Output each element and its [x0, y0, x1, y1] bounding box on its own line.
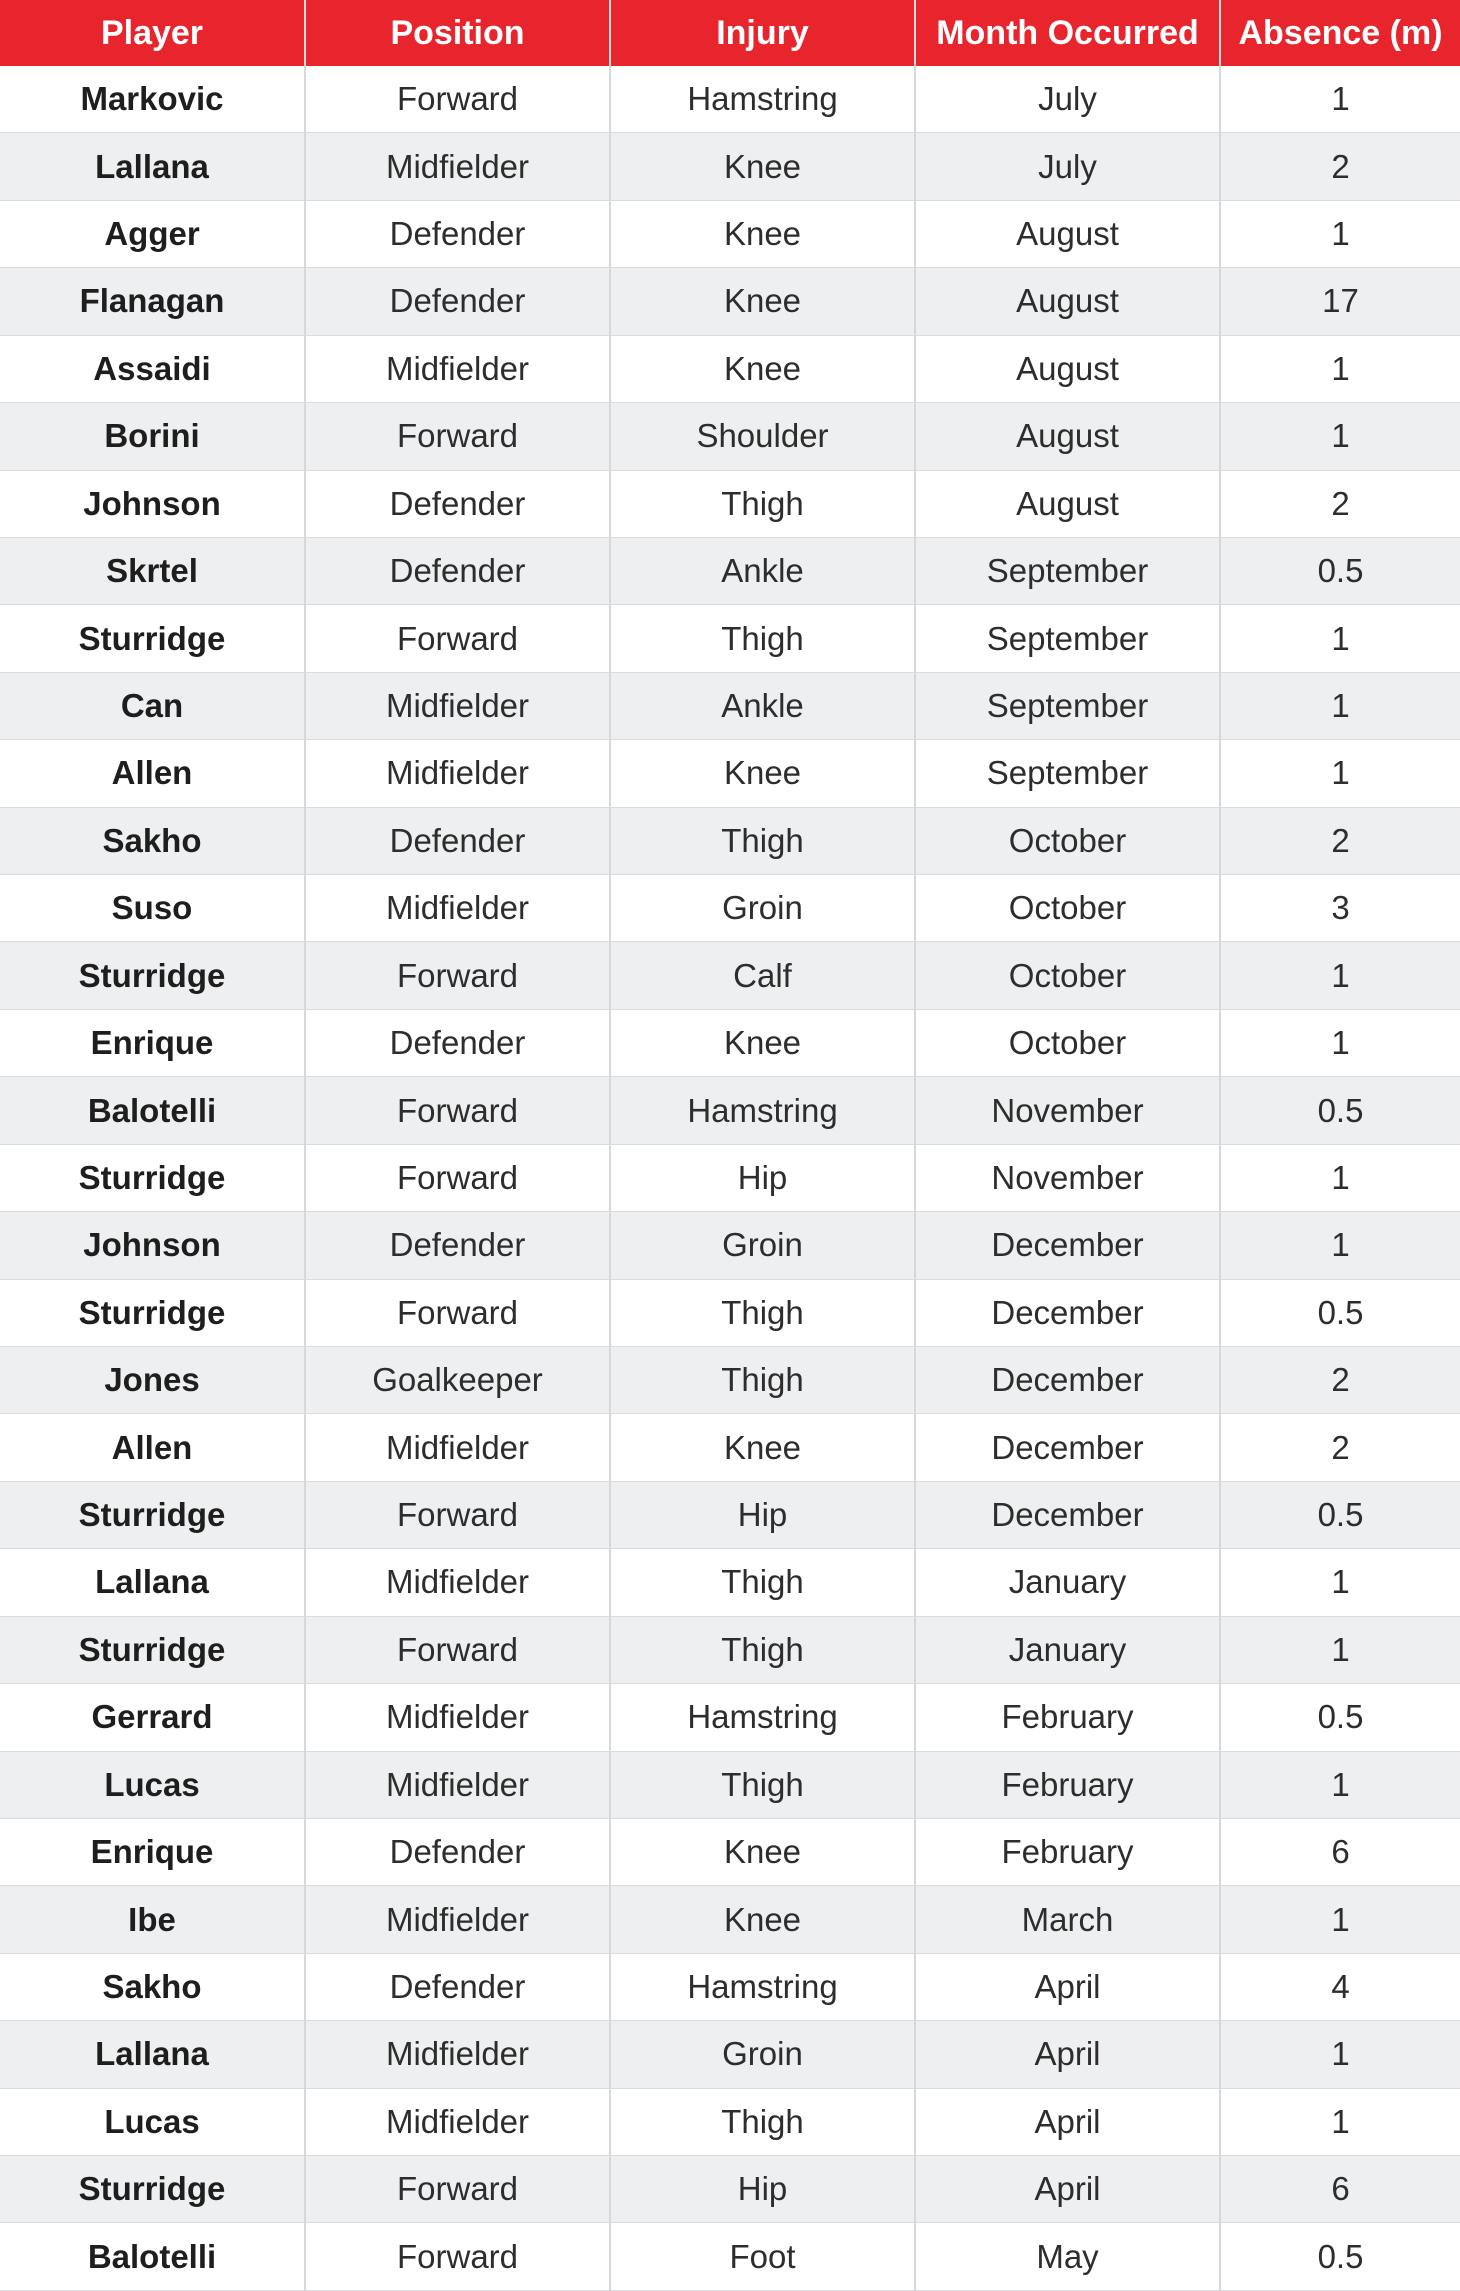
- player-cell: Ibe: [0, 1886, 305, 1953]
- injury-cell: Hamstring: [610, 1953, 915, 2020]
- position-cell: Midfielder: [305, 133, 610, 200]
- player-cell: Johnson: [0, 470, 305, 537]
- absence-cell: 1: [1220, 2088, 1460, 2155]
- month-cell: January: [915, 1549, 1220, 1616]
- table-row: [0, 1414, 1460, 1481]
- column-header-position: Position: [305, 0, 610, 66]
- position-cell: Forward: [305, 1144, 610, 1211]
- table-row: [0, 133, 1460, 200]
- column-header-absence: Absence (m): [1220, 0, 1460, 66]
- absence-cell: 0.5: [1220, 537, 1460, 604]
- month-cell: August: [915, 470, 1220, 537]
- table-row: [0, 2021, 1460, 2088]
- month-cell: October: [915, 875, 1220, 942]
- absence-cell: 1: [1220, 942, 1460, 1009]
- position-cell: Forward: [305, 66, 610, 133]
- player-cell: Can: [0, 672, 305, 739]
- injury-cell: Hamstring: [610, 1684, 915, 1751]
- player-cell: Markovic: [0, 66, 305, 133]
- player-cell: Enrique: [0, 1009, 305, 1076]
- position-cell: Midfielder: [305, 1886, 610, 1953]
- player-cell: Suso: [0, 875, 305, 942]
- position-cell: Forward: [305, 1481, 610, 1548]
- player-cell: Sturridge: [0, 942, 305, 1009]
- injury-cell: Thigh: [610, 1347, 915, 1414]
- absence-cell: 1: [1220, 1616, 1460, 1683]
- injury-cell: Knee: [610, 268, 915, 335]
- injury-cell: Knee: [610, 1009, 915, 1076]
- position-cell: Defender: [305, 470, 610, 537]
- player-cell: Assaidi: [0, 335, 305, 402]
- absence-cell: 2: [1220, 133, 1460, 200]
- month-cell: February: [915, 1684, 1220, 1751]
- table-row: [0, 1818, 1460, 1885]
- table-row: [0, 1616, 1460, 1683]
- month-cell: December: [915, 1481, 1220, 1548]
- injury-cell: Calf: [610, 942, 915, 1009]
- position-cell: Forward: [305, 2223, 610, 2291]
- table-row: [0, 1009, 1460, 1076]
- injury-cell: Groin: [610, 875, 915, 942]
- month-cell: April: [915, 2021, 1220, 2088]
- month-cell: September: [915, 672, 1220, 739]
- absence-cell: 2: [1220, 470, 1460, 537]
- player-cell: Sakho: [0, 1953, 305, 2020]
- player-cell: Sturridge: [0, 1481, 305, 1548]
- month-cell: February: [915, 1818, 1220, 1885]
- table-row: [0, 200, 1460, 267]
- player-cell: Balotelli: [0, 2223, 305, 2291]
- injury-cell: Knee: [610, 740, 915, 807]
- month-cell: August: [915, 335, 1220, 402]
- injury-cell: Thigh: [610, 1549, 915, 1616]
- month-cell: December: [915, 1414, 1220, 1481]
- table-row: [0, 2088, 1460, 2155]
- position-cell: Forward: [305, 1279, 610, 1346]
- column-header-player: Player: [0, 0, 305, 66]
- column-header-injury: Injury: [610, 0, 915, 66]
- month-cell: August: [915, 200, 1220, 267]
- player-cell: Sturridge: [0, 2156, 305, 2223]
- absence-cell: 6: [1220, 2156, 1460, 2223]
- player-cell: Lucas: [0, 1751, 305, 1818]
- month-cell: April: [915, 2088, 1220, 2155]
- month-cell: December: [915, 1347, 1220, 1414]
- position-cell: Midfielder: [305, 672, 610, 739]
- table-row: [0, 1481, 1460, 1548]
- player-cell: Sturridge: [0, 1616, 305, 1683]
- position-cell: Forward: [305, 403, 610, 470]
- player-cell: Lallana: [0, 1549, 305, 1616]
- month-cell: March: [915, 1886, 1220, 1953]
- absence-cell: 0.5: [1220, 2223, 1460, 2291]
- injury-cell: Foot: [610, 2223, 915, 2291]
- position-cell: Forward: [305, 1616, 610, 1683]
- player-cell: Lucas: [0, 2088, 305, 2155]
- absence-cell: 17: [1220, 268, 1460, 335]
- month-cell: January: [915, 1616, 1220, 1683]
- month-cell: May: [915, 2223, 1220, 2291]
- absence-cell: 1: [1220, 1212, 1460, 1279]
- absence-cell: 1: [1220, 335, 1460, 402]
- table-row: [0, 1212, 1460, 1279]
- player-cell: Gerrard: [0, 1684, 305, 1751]
- table-body: [0, 66, 1460, 2291]
- month-cell: February: [915, 1751, 1220, 1818]
- player-cell: Skrtel: [0, 537, 305, 604]
- injury-cell: Ankle: [610, 672, 915, 739]
- injury-cell: Knee: [610, 133, 915, 200]
- injury-cell: Hip: [610, 1481, 915, 1548]
- player-cell: Balotelli: [0, 1077, 305, 1144]
- absence-cell: 1: [1220, 2021, 1460, 2088]
- position-cell: Midfielder: [305, 1549, 610, 1616]
- injury-cell: Thigh: [610, 470, 915, 537]
- column-header-month: Month Occurred: [915, 0, 1220, 66]
- player-cell: Borini: [0, 403, 305, 470]
- table-row: [0, 470, 1460, 537]
- month-cell: November: [915, 1077, 1220, 1144]
- absence-cell: 1: [1220, 740, 1460, 807]
- month-cell: April: [915, 2156, 1220, 2223]
- month-cell: November: [915, 1144, 1220, 1211]
- month-cell: December: [915, 1212, 1220, 1279]
- table-row: [0, 875, 1460, 942]
- table-row: [0, 605, 1460, 672]
- table-row: [0, 537, 1460, 604]
- position-cell: Forward: [305, 942, 610, 1009]
- absence-cell: 1: [1220, 605, 1460, 672]
- table-row: [0, 1751, 1460, 1818]
- player-cell: Allen: [0, 740, 305, 807]
- position-cell: Forward: [305, 605, 610, 672]
- injury-cell: Knee: [610, 1886, 915, 1953]
- table-row: [0, 268, 1460, 335]
- position-cell: Defender: [305, 1818, 610, 1885]
- injury-cell: Thigh: [610, 807, 915, 874]
- month-cell: October: [915, 1009, 1220, 1076]
- player-cell: Johnson: [0, 1212, 305, 1279]
- month-cell: July: [915, 66, 1220, 133]
- table-row: [0, 2156, 1460, 2223]
- player-cell: Agger: [0, 200, 305, 267]
- injury-cell: Hamstring: [610, 1077, 915, 1144]
- injury-cell: Shoulder: [610, 403, 915, 470]
- table-row: [0, 740, 1460, 807]
- table-row: [0, 1077, 1460, 1144]
- absence-cell: 6: [1220, 1818, 1460, 1885]
- player-cell: Allen: [0, 1414, 305, 1481]
- position-cell: Defender: [305, 807, 610, 874]
- position-cell: Defender: [305, 200, 610, 267]
- month-cell: September: [915, 537, 1220, 604]
- absence-cell: 0.5: [1220, 1279, 1460, 1346]
- position-cell: Defender: [305, 1009, 610, 1076]
- month-cell: September: [915, 605, 1220, 672]
- absence-cell: 2: [1220, 1414, 1460, 1481]
- month-cell: April: [915, 1953, 1220, 2020]
- table-row: [0, 66, 1460, 133]
- injury-cell: Groin: [610, 1212, 915, 1279]
- table-row: [0, 335, 1460, 402]
- month-cell: October: [915, 807, 1220, 874]
- position-cell: Midfielder: [305, 740, 610, 807]
- player-cell: Lallana: [0, 2021, 305, 2088]
- injury-cell: Ankle: [610, 537, 915, 604]
- position-cell: Defender: [305, 537, 610, 604]
- absence-cell: 0.5: [1220, 1077, 1460, 1144]
- absence-cell: 2: [1220, 807, 1460, 874]
- position-cell: Defender: [305, 1212, 610, 1279]
- injury-cell: Knee: [610, 335, 915, 402]
- player-cell: Enrique: [0, 1818, 305, 1885]
- player-cell: Sturridge: [0, 1279, 305, 1346]
- absence-cell: 0.5: [1220, 1684, 1460, 1751]
- absence-cell: 0.5: [1220, 1481, 1460, 1548]
- injury-cell: Hip: [610, 1144, 915, 1211]
- absence-cell: 2: [1220, 1347, 1460, 1414]
- position-cell: Midfielder: [305, 335, 610, 402]
- position-cell: Midfielder: [305, 1751, 610, 1818]
- player-cell: Sturridge: [0, 605, 305, 672]
- absence-cell: 4: [1220, 1953, 1460, 2020]
- month-cell: October: [915, 942, 1220, 1009]
- player-cell: Lallana: [0, 133, 305, 200]
- table-row: [0, 403, 1460, 470]
- player-cell: Sturridge: [0, 1144, 305, 1211]
- injury-cell: Thigh: [610, 605, 915, 672]
- table-row: [0, 942, 1460, 1009]
- injury-cell: Thigh: [610, 1616, 915, 1683]
- injury-cell: Thigh: [610, 1751, 915, 1818]
- header-row: [0, 0, 1460, 66]
- position-cell: Goalkeeper: [305, 1347, 610, 1414]
- injury-cell: Hip: [610, 2156, 915, 2223]
- absence-cell: 1: [1220, 200, 1460, 267]
- injury-cell: Knee: [610, 1818, 915, 1885]
- absence-cell: 1: [1220, 1549, 1460, 1616]
- month-cell: September: [915, 740, 1220, 807]
- injury-cell: Knee: [610, 200, 915, 267]
- month-cell: August: [915, 268, 1220, 335]
- table-row: [0, 1886, 1460, 1953]
- position-cell: Midfielder: [305, 1414, 610, 1481]
- position-cell: Defender: [305, 1953, 610, 2020]
- injury-cell: Thigh: [610, 1279, 915, 1346]
- table-row: [0, 1953, 1460, 2020]
- month-cell: August: [915, 403, 1220, 470]
- position-cell: Midfielder: [305, 2088, 610, 2155]
- absence-cell: 1: [1220, 1886, 1460, 1953]
- player-cell: Flanagan: [0, 268, 305, 335]
- position-cell: Midfielder: [305, 875, 610, 942]
- table-row: [0, 672, 1460, 739]
- position-cell: Defender: [305, 268, 610, 335]
- injury-cell: Hamstring: [610, 66, 915, 133]
- absence-cell: 1: [1220, 403, 1460, 470]
- injury-cell: Groin: [610, 2021, 915, 2088]
- player-cell: Sakho: [0, 807, 305, 874]
- position-cell: Forward: [305, 1077, 610, 1144]
- absence-cell: 1: [1220, 672, 1460, 739]
- absence-cell: 3: [1220, 875, 1460, 942]
- table-row: [0, 2223, 1460, 2291]
- injury-cell: Knee: [610, 1414, 915, 1481]
- table-row: [0, 1549, 1460, 1616]
- position-cell: Forward: [305, 2156, 610, 2223]
- player-cell: Jones: [0, 1347, 305, 1414]
- table-row: [0, 1144, 1460, 1211]
- table-row: [0, 807, 1460, 874]
- month-cell: December: [915, 1279, 1220, 1346]
- absence-cell: 1: [1220, 1009, 1460, 1076]
- injury-cell: Thigh: [610, 2088, 915, 2155]
- table-row: [0, 1347, 1460, 1414]
- absence-cell: 1: [1220, 1144, 1460, 1211]
- absence-cell: 1: [1220, 66, 1460, 133]
- position-cell: Midfielder: [305, 2021, 610, 2088]
- table-row: [0, 1279, 1460, 1346]
- absence-cell: 1: [1220, 1751, 1460, 1818]
- table-row: [0, 1684, 1460, 1751]
- month-cell: July: [915, 133, 1220, 200]
- position-cell: Midfielder: [305, 1684, 610, 1751]
